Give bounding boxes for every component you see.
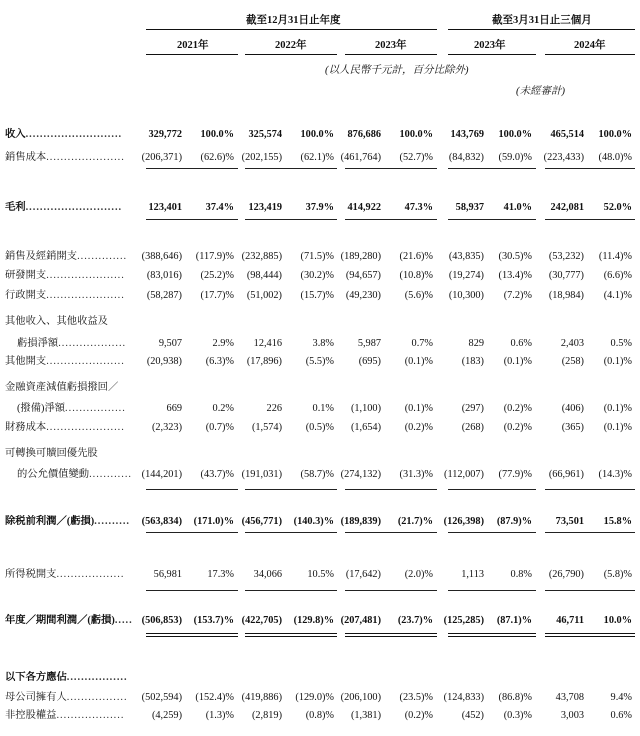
cell-q2023-amount: (125,285): [443, 615, 484, 626]
cell-2022-pct: (129.0)%: [295, 692, 334, 703]
row-label: [5, 354, 125, 370]
cell-2021-amount: (506,853): [141, 615, 182, 626]
row-cost-of-sales: [0, 150, 640, 166]
cell-q2024-pct: (48.0)%: [598, 152, 632, 163]
cell-q2023-pct: (59.0)%: [498, 152, 532, 163]
leader-dots: ......................: [46, 356, 125, 367]
subtotal-rule: [345, 168, 437, 169]
cell-q2024-pct: (0.1)%: [603, 403, 632, 414]
leader-dots: ......................: [46, 422, 125, 433]
cell-2021-pct: (117.9)%: [195, 251, 234, 262]
leader-dots: ......................: [46, 270, 125, 281]
annual-period-heading: 截至12月31日止年度: [246, 15, 341, 26]
cell-q2023-amount: 58,937: [455, 202, 484, 213]
row-label: [5, 150, 125, 166]
cell-q2024-pct: 9.4%: [610, 692, 632, 703]
cell-q2024-pct: (4.1)%: [603, 290, 632, 301]
row-label-text: 行政開支: [5, 290, 47, 301]
cell-2023-pct: (21.6)%: [399, 251, 433, 262]
row-label-text: 母公司擁有人: [5, 692, 67, 703]
row-label: [5, 670, 128, 686]
subtotal-rule: [245, 633, 337, 634]
cell-q2024-amount: (18,984): [548, 290, 584, 301]
cell-2023-pct: (0.1)%: [404, 356, 433, 367]
cell-q2023-amount: (268): [461, 422, 484, 433]
row-revenue: [0, 127, 640, 143]
subtotal-rule: [545, 633, 635, 634]
subtotal-rule: [345, 590, 437, 591]
cell-2022-amount: 34,066: [253, 569, 282, 580]
year-2021-heading: 2021年: [177, 40, 209, 51]
cell-2022-pct: (0.8)%: [305, 710, 334, 721]
cell-2022-pct: 10.5%: [307, 569, 334, 580]
cell-2021-pct: 37.4%: [205, 202, 234, 213]
row-label: [17, 336, 126, 352]
cell-2022-pct: (0.5)%: [305, 422, 334, 433]
row-label-text: 所得税開支: [5, 569, 57, 580]
col-rule-2021: [146, 54, 238, 55]
row-label: [17, 467, 132, 483]
cell-q2024-pct: (0.1)%: [603, 422, 632, 433]
row-gross-profit: [0, 200, 640, 216]
cell-2021-amount: (83,016): [146, 270, 182, 281]
subtotal-rule: [448, 532, 536, 533]
cell-q2023-amount: 143,769: [450, 129, 484, 140]
cell-q2024-amount: (365): [561, 422, 584, 433]
cell-2022-amount: (456,771): [241, 516, 282, 527]
subtotal-rule: [245, 219, 337, 220]
subtotal-rule: [345, 633, 437, 634]
unit-note: (以人民幣千元計，百分比除外): [325, 65, 469, 76]
cell-2022-amount: 123,419: [248, 202, 282, 213]
cell-2021-amount: (2,323): [151, 422, 182, 433]
cell-2021-amount: 9,507: [158, 338, 182, 349]
leader-dots: .....: [114, 615, 133, 626]
row-label-text: 其他開支: [5, 356, 47, 367]
cell-q2023-pct: (87.9)%: [496, 516, 532, 527]
subtotal-rule: [146, 489, 238, 490]
row-period-profit-loss: [0, 613, 640, 629]
cell-2022-amount: 12,416: [253, 338, 282, 349]
cell-q2023-amount: 1,113: [461, 569, 484, 580]
subtotal-rule: [545, 532, 635, 533]
subtotal-rule: [245, 532, 337, 533]
cell-2022-pct: 3.8%: [312, 338, 334, 349]
cell-2021-amount: (502,594): [141, 692, 182, 703]
cell-2023-amount: (17,642): [345, 569, 381, 580]
cell-q2023-pct: (30.5)%: [498, 251, 532, 262]
cell-2022-amount: 325,574: [248, 129, 282, 140]
cell-2022-amount: (51,002): [246, 290, 282, 301]
leader-dots: ..........: [94, 516, 130, 527]
row-owners-of-parent: [0, 690, 640, 706]
cell-q2023-amount: (126,398): [443, 516, 484, 527]
subtotal-rule: [545, 168, 635, 169]
cell-2021-amount: (563,834): [141, 516, 182, 527]
row-other-income-gains-losses: [0, 336, 640, 352]
cell-2023-pct: (23.7)%: [397, 615, 433, 626]
subtotal-rule: [245, 168, 337, 169]
cell-2021-pct: (171.0)%: [193, 516, 234, 527]
cell-2021-pct: (62.6)%: [200, 152, 234, 163]
cell-2021-amount: 123,401: [148, 202, 182, 213]
subtotal-rule: [146, 590, 238, 591]
cell-2021-pct: 17.3%: [207, 569, 234, 580]
leader-dots: ...................: [58, 338, 127, 349]
row-finance-costs: [0, 420, 640, 436]
cell-q2023-pct: (86.8)%: [498, 692, 532, 703]
row-label-text: 銷售及經銷開支: [5, 251, 78, 262]
row-label: [5, 420, 125, 436]
cell-q2024-pct: (0.1)%: [603, 356, 632, 367]
subtotal-rule: [545, 590, 635, 591]
cell-q2024-pct: 0.6%: [610, 710, 632, 721]
cell-2021-pct: 0.2%: [212, 403, 234, 414]
cell-2023-pct: 100.0%: [399, 129, 433, 140]
cell-2022-pct: (15.7)%: [300, 290, 334, 301]
cell-2021-amount: (58,287): [146, 290, 182, 301]
cell-2023-amount: (461,764): [340, 152, 381, 163]
cell-2021-amount: (20,938): [146, 356, 182, 367]
subtotal-rule: [448, 590, 536, 591]
cell-2021-pct: (153.7)%: [193, 615, 234, 626]
cell-q2023-pct: (77.9)%: [498, 469, 532, 480]
cell-q2024-amount: 46,711: [556, 615, 584, 626]
cell-q2024-pct: 0.5%: [610, 338, 632, 349]
cell-2023-pct: (10.8)%: [399, 270, 433, 281]
cell-q2023-amount: (10,300): [448, 290, 484, 301]
cell-q2023-pct: (13.4)%: [498, 270, 532, 281]
subtotal-rule: [545, 489, 635, 490]
cell-2021-pct: (1.3)%: [205, 710, 234, 721]
cell-2022-pct: (62.1)%: [300, 152, 334, 163]
cell-2022-pct: 0.1%: [312, 403, 334, 414]
row-label: [5, 127, 122, 143]
cell-q2024-amount: 242,081: [550, 202, 584, 213]
subtotal-rule: [345, 636, 437, 637]
cell-2023-pct: 47.3%: [404, 202, 433, 213]
year-2023-heading: 2023年: [375, 40, 407, 51]
cell-q2024-amount: (30,777): [548, 270, 584, 281]
cell-2021-amount: (388,646): [141, 251, 182, 262]
cell-2023-amount: 5,987: [357, 338, 381, 349]
quarter-period-heading: 截至3月31日止三個月: [492, 15, 592, 26]
cell-2022-pct: 37.9%: [305, 202, 334, 213]
cell-2023-amount: (1,381): [350, 710, 381, 721]
row-label-text: 非控股權益: [5, 710, 57, 721]
subtotal-rule: [245, 590, 337, 591]
col-rule-2022: [245, 54, 337, 55]
cell-2022-amount: (98,444): [246, 270, 282, 281]
leader-dots: .................: [66, 692, 128, 703]
cell-2023-amount: (206,100): [340, 692, 381, 703]
cell-2022-amount: (191,031): [241, 469, 282, 480]
cell-q2023-amount: (297): [461, 403, 484, 414]
cell-q2023-pct: 41.0%: [503, 202, 532, 213]
unaudited-note: (未經審計): [516, 86, 565, 97]
cell-2022-pct: (71.5)%: [300, 251, 334, 262]
cell-2021-pct: (25.2)%: [200, 270, 234, 281]
leader-dots: ......................: [46, 152, 125, 163]
subtotal-rule: [146, 219, 238, 220]
leader-dots: ...................: [56, 710, 125, 721]
cell-2021-amount: (206,371): [141, 152, 182, 163]
row-income-tax-expense: [0, 567, 640, 583]
subtotal-rule: [545, 636, 635, 637]
cell-2021-amount: 329,772: [148, 129, 182, 140]
cell-2023-amount: (189,280): [340, 251, 381, 262]
cell-2021-pct: (0.7)%: [205, 422, 234, 433]
row-label: [5, 200, 122, 216]
subtotal-rule: [245, 489, 337, 490]
cell-2021-amount: (144,201): [141, 469, 182, 480]
row-label-text: 以下各方應佔: [5, 672, 67, 683]
cell-q2024-amount: 3,003: [560, 710, 584, 721]
row-non-controlling-interests: [0, 708, 640, 724]
row-label: [5, 249, 127, 265]
subtotal-rule: [545, 219, 635, 220]
cell-q2023-pct: (0.2)%: [503, 422, 532, 433]
cell-q2024-pct: 100.0%: [598, 129, 632, 140]
cell-2022-amount: (1,574): [251, 422, 282, 433]
cell-2021-pct: (152.4)%: [195, 692, 234, 703]
row-label: [5, 567, 124, 583]
cell-2022-amount: (422,705): [241, 615, 282, 626]
cell-2022-pct: (58.7)%: [300, 469, 334, 480]
subtotal-rule: [448, 633, 536, 634]
cell-2023-amount: (207,481): [340, 615, 381, 626]
leader-dots: ...........................: [25, 202, 123, 213]
row-other-expenses: [0, 354, 640, 370]
cell-q2024-pct: (14.3)%: [598, 469, 632, 480]
cell-q2023-amount: (183): [461, 356, 484, 367]
col-rule-q2023: [448, 54, 536, 55]
subtotal-rule: [146, 636, 238, 637]
row-label-text: (撥備)淨額: [17, 403, 66, 414]
cell-q2024-amount: (258): [561, 356, 584, 367]
cell-2022-amount: (232,885): [241, 251, 282, 262]
cell-2021-pct: 100.0%: [200, 129, 234, 140]
cell-2023-pct: (2.0)%: [404, 569, 433, 580]
cell-2022-amount: (202,155): [241, 152, 282, 163]
subtotal-rule: [345, 532, 437, 533]
row-label-text: 毛利: [5, 202, 26, 213]
col-rule-q2024: [545, 54, 635, 55]
cell-q2024-amount: (223,433): [543, 152, 584, 163]
cell-q2023-amount: (43,835): [448, 251, 484, 262]
row-label-text: 銷售成本: [5, 152, 47, 163]
row-selling-distribution-expenses: [0, 249, 640, 265]
row-label-line1: 其他收入、其他收益及: [5, 316, 108, 327]
cell-2023-amount: 414,922: [347, 202, 381, 213]
cell-2022-pct: (129.8)%: [293, 615, 334, 626]
cell-q2024-pct: 15.8%: [603, 516, 632, 527]
cell-q2023-amount: (124,833): [443, 692, 484, 703]
cell-q2024-amount: 2,403: [560, 338, 584, 349]
row-label-text: 年度／期間利潤／(虧損): [5, 615, 115, 626]
cell-2023-pct: (0.1)%: [404, 403, 433, 414]
cell-2023-pct: (0.2)%: [404, 422, 433, 433]
q1-2024-heading: 2024年: [574, 40, 606, 51]
cell-2023-pct: (5.6)%: [404, 290, 433, 301]
cell-q2023-pct: (7.2)%: [503, 290, 532, 301]
cell-q2024-amount: (406): [561, 403, 584, 414]
cell-2021-amount: 56,981: [153, 569, 182, 580]
cell-2021-pct: (43.7)%: [200, 469, 234, 480]
subtotal-rule: [245, 636, 337, 637]
leader-dots: ............: [89, 469, 132, 480]
cell-2021-pct: 2.9%: [212, 338, 234, 349]
row-label-text: 研發開支: [5, 270, 47, 281]
cell-q2023-pct: (0.1)%: [503, 356, 532, 367]
cell-2022-pct: (30.2)%: [300, 270, 334, 281]
cell-2022-pct: (140.3)%: [293, 516, 334, 527]
row-loss-before-tax: [0, 514, 640, 530]
leader-dots: ......................: [46, 290, 125, 301]
cell-2022-amount: 226: [266, 403, 282, 414]
row-label: [5, 268, 125, 284]
row-label: [5, 708, 124, 724]
cell-q2024-pct: (6.6)%: [603, 270, 632, 281]
cell-2023-pct: (31.3)%: [399, 469, 433, 480]
cell-q2024-amount: (66,961): [548, 469, 584, 480]
subtotal-rule: [448, 168, 536, 169]
cell-q2024-pct: (11.4)%: [598, 251, 632, 262]
q1-2023-heading: 2023年: [474, 40, 506, 51]
cell-2023-amount: (274,132): [340, 469, 381, 480]
row-label: [5, 690, 128, 706]
year-2022-heading: 2022年: [275, 40, 307, 51]
cell-q2023-amount: (452): [461, 710, 484, 721]
cell-q2023-pct: 100.0%: [498, 129, 532, 140]
cell-2023-amount: (695): [358, 356, 381, 367]
cell-2023-pct: (23.5)%: [399, 692, 433, 703]
cell-q2023-pct: (87.1)%: [496, 615, 532, 626]
leader-dots: ..............: [77, 251, 128, 262]
cell-2021-amount: (4,259): [151, 710, 182, 721]
row-label: [17, 401, 126, 417]
leader-dots: .................: [66, 672, 128, 683]
cell-q2024-amount: (26,790): [548, 569, 584, 580]
quarter-group-rule: [448, 29, 635, 30]
cell-2022-pct: (5.5)%: [305, 356, 334, 367]
cell-q2023-pct: (0.3)%: [503, 710, 532, 721]
cell-2023-amount: (94,657): [345, 270, 381, 281]
subtotal-rule: [448, 489, 536, 490]
cell-q2024-pct: 10.0%: [603, 615, 632, 626]
cell-2023-amount: (1,654): [350, 422, 381, 433]
leader-dots: ...........................: [25, 129, 123, 140]
cell-2022-pct: 100.0%: [300, 129, 334, 140]
cell-q2023-amount: (84,832): [448, 152, 484, 163]
row-attributable-to: [0, 670, 640, 686]
subtotal-rule: [146, 633, 238, 634]
cell-2022-amount: (17,896): [246, 356, 282, 367]
row-label-text: 的公允價值變動: [17, 469, 90, 480]
cell-2021-pct: (17.7)%: [200, 290, 234, 301]
subtotal-rule: [448, 219, 536, 220]
cell-2023-amount: (189,839): [340, 516, 381, 527]
cell-2023-amount: (49,230): [345, 290, 381, 301]
cell-q2023-amount: 829: [468, 338, 484, 349]
cell-q2023-pct: 0.8%: [510, 569, 532, 580]
cell-q2024-amount: 465,514: [550, 129, 584, 140]
cell-2022-amount: (2,819): [251, 710, 282, 721]
cell-2023-pct: (21.7)%: [397, 516, 433, 527]
row-admin-expenses: [0, 288, 640, 304]
subtotal-rule: [345, 489, 437, 490]
cell-2023-amount: 876,686: [347, 129, 381, 140]
row-label: [5, 514, 130, 530]
cell-2021-amount: 669: [166, 403, 182, 414]
leader-dots: .................: [65, 403, 126, 414]
row-label-text: 財務成本: [5, 422, 47, 433]
row-label-line1: 可轉換可贖回優先股: [5, 448, 98, 459]
row-label-text: 虧損淨額: [17, 338, 59, 349]
subtotal-rule: [146, 168, 238, 169]
cell-q2023-pct: (0.2)%: [503, 403, 532, 414]
subtotal-rule: [146, 532, 238, 533]
annual-group-rule: [146, 29, 437, 30]
row-label-text: 除税前利潤／(虧損): [5, 516, 95, 527]
row-label-line1: 金融資產減值虧損撥回／: [5, 382, 119, 393]
cell-q2024-amount: 43,708: [555, 692, 584, 703]
subtotal-rule: [345, 219, 437, 220]
cell-2022-amount: (419,886): [241, 692, 282, 703]
cell-q2023-amount: (19,274): [448, 270, 484, 281]
cell-q2023-pct: 0.6%: [510, 338, 532, 349]
row-rd-expenses: [0, 268, 640, 284]
row-label: [5, 288, 125, 304]
cell-2023-pct: (52.7)%: [399, 152, 433, 163]
cell-2023-amount: (1,100): [350, 403, 381, 414]
col-rule-2023: [345, 54, 437, 55]
subtotal-rule: [448, 636, 536, 637]
cell-2023-pct: 0.7%: [411, 338, 433, 349]
row-impairment-reversal: [0, 401, 640, 417]
cell-q2023-amount: (112,007): [444, 469, 484, 480]
cell-q2024-pct: (5.8)%: [603, 569, 632, 580]
leader-dots: ...................: [56, 569, 125, 580]
cell-q2024-amount: 73,501: [555, 516, 584, 527]
row-label-text: 收入: [5, 129, 26, 140]
row-fv-changes-preferred-shares: [0, 467, 640, 483]
row-label: [5, 613, 133, 629]
cell-2021-pct: (6.3)%: [205, 356, 234, 367]
cell-q2024-amount: (53,232): [548, 251, 584, 262]
cell-q2024-pct: 52.0%: [603, 202, 632, 213]
cell-2023-pct: (0.2)%: [404, 710, 433, 721]
